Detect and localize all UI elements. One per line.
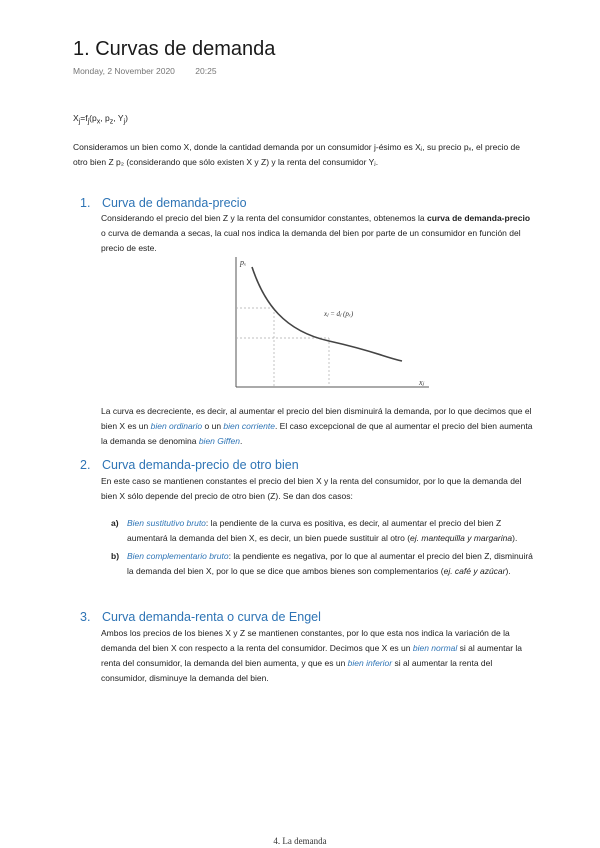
curve-label: xⱼ = dⱼ (pₓ) — [324, 310, 354, 318]
section-3-paragraph: Ambos los precios de los bienes X y Z se mantienen constantes, por lo que esta nos indica la variación de la demanda del bien X con respecto a la renta del consumidor. Decimos que X es un bien normal si al aumentar la renta del consumidor, la demanda del bien aumenta, y que es un bien inferior si al aumentar la renta del consumidor, disminuye la demanda del bien. — [101, 628, 523, 683]
demand-curve-chart — [234, 253, 434, 391]
section-2-paragraph: En este caso se mantienen constantes el precio del bien X y la renta del consumidor, por lo que la demanda del bien X sólo depende del precio de otro bien (Z). Se dan dos casos: — [101, 476, 522, 501]
term-bien-ordinario: bien ordinario — [150, 421, 203, 431]
section-1-heading: 1. Curva de demanda-precio — [80, 196, 247, 210]
page-date: Monday, 2 November 2020 — [73, 66, 175, 76]
list-item: b) Bien complementario bruto: la pendiente es negativa, por lo que al aumentar el precio del bien Z, disminuirá la demanda del bien X, por lo que se dice que ambos bienes son complementarios (ej. café y azúcar). — [111, 551, 533, 576]
section-3-heading: 3. Curva demanda-renta o curva de Engel — [80, 610, 321, 624]
section-2-list — [101, 516, 533, 582]
page-meta — [73, 66, 217, 76]
section-1-paragraph-1: Considerando el precio del bien Z y la renta del consumidor constantes, obtenemos la curva de demanda-precio o curva de demanda a secas, la cual nos indica la demanda del bien por parte de un consumidor en función del precio de este. — [101, 213, 531, 253]
demand-formula: $X_j=f_j(p_x$, $p_z$, $Y_j$) — [73, 113, 128, 126]
x-axis-label: xⱼ — [419, 378, 424, 387]
term-bien-complementario: Bien complementario bruto — [127, 551, 229, 561]
term-bien-giffen: bien Giffen — [198, 436, 240, 446]
term-bien-inferior: bien inferior — [347, 658, 393, 668]
y-axis-label: pₓ — [240, 258, 247, 267]
term-bien-normal: bien normal — [412, 643, 458, 653]
page-footer: 4. La demanda — [273, 836, 327, 846]
list-item: a) Bien sustitutivo bruto: la pendiente de la curva es positiva, es decir, al aumentar el precio del bien Z aumentará la demanda del bien X, es decir, un bien puede sustituir al otro (ej. mantequilla y margarina). — [111, 518, 518, 543]
section-1-paragraph-2: La curva es decreciente, es decir, al aumentar el precio del bien disminuirá la demanda, por lo que decimos que el bien X es un bien ordinario o un bien corriente. El caso excepcional de que al aumentar el precio del bien aumenta la demanda se denomina bien Giffen. — [101, 406, 533, 446]
intro-paragraph: Consideramos un bien como X, donde la cantidad demanda por un consumidor j-ésimo es Xⱼ, su precio pₓ, el precio de otro bien Z p₂ (considerando que sólo existen X y Z) y la renta del consumidor Yⱼ. — [73, 142, 520, 167]
page-time: 20:25 — [195, 66, 217, 76]
term-bien-sustitutivo: Bien sustitutivo bruto — [127, 518, 206, 528]
term-bien-corriente: bien corriente — [223, 421, 275, 431]
page-title: 1. Curvas de demanda — [73, 38, 276, 60]
section-2-heading: 2. Curva demanda-precio de otro bien — [80, 458, 299, 472]
